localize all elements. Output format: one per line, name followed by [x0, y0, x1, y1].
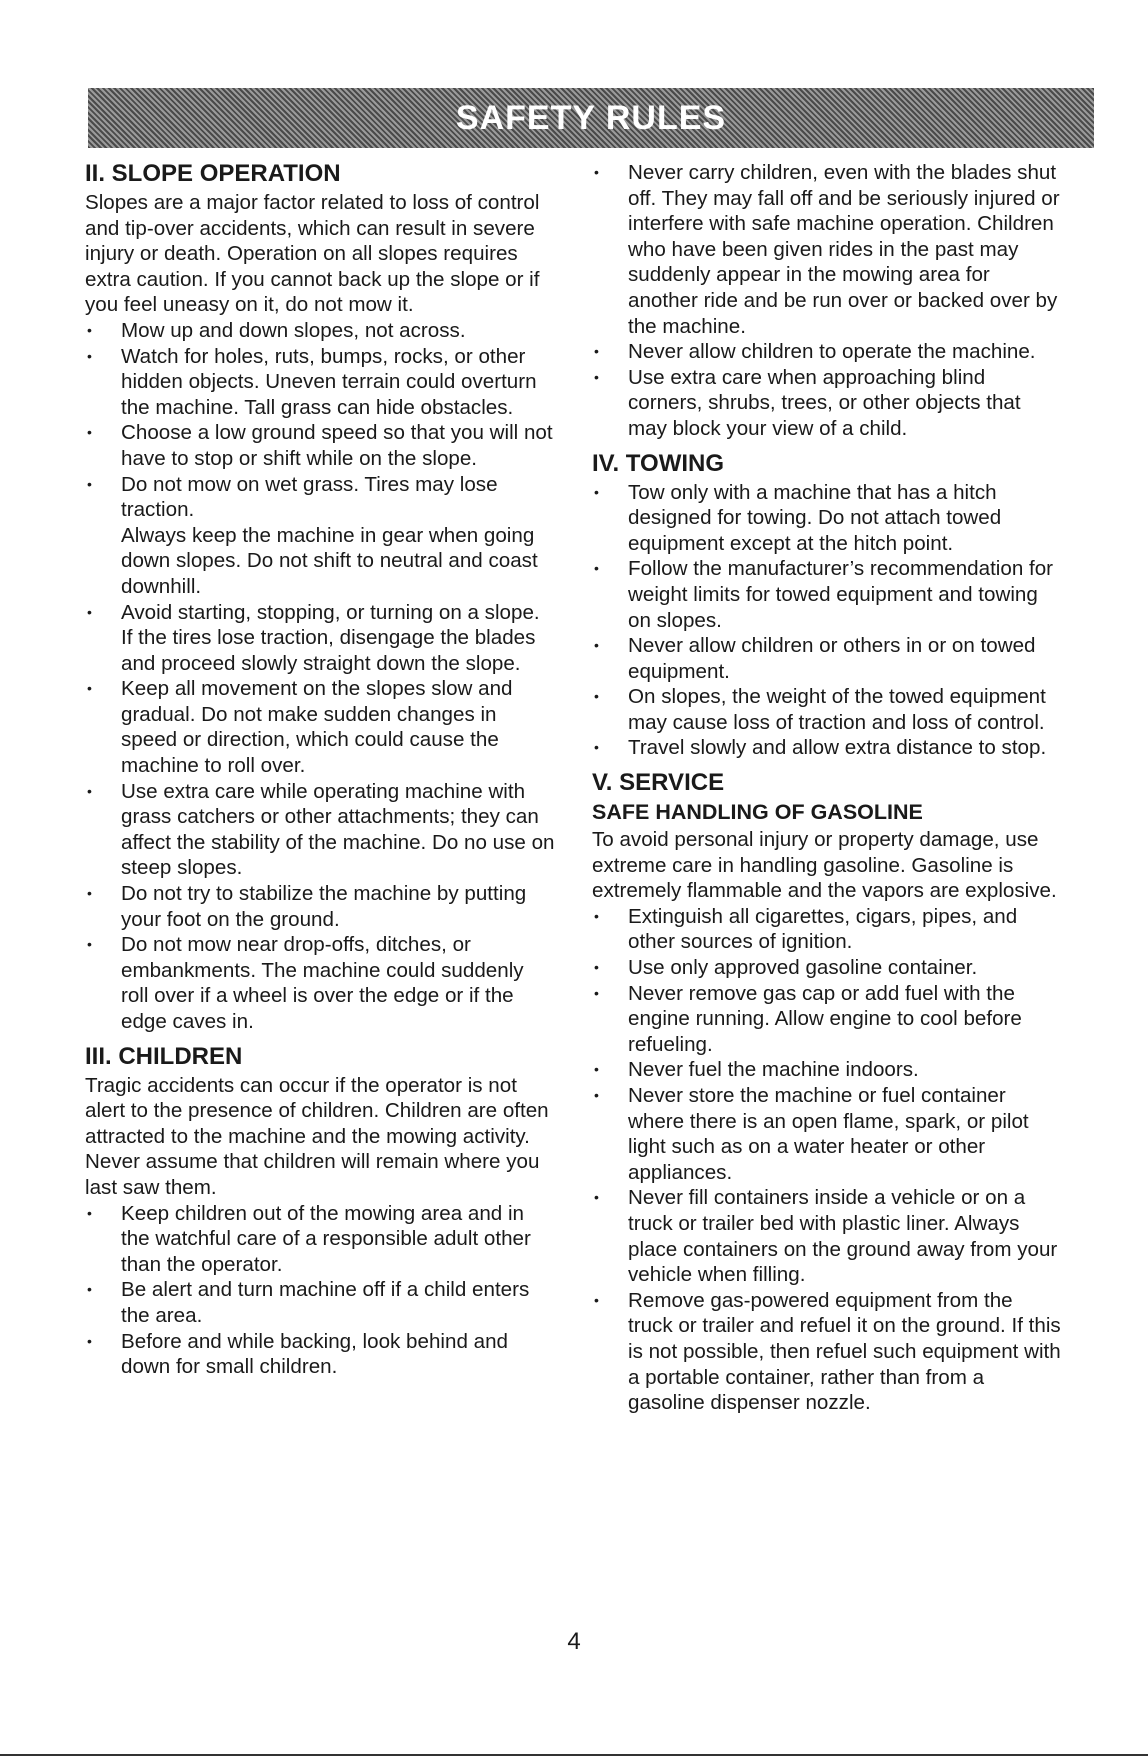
children-rules-list-left	[85, 1201, 555, 1380]
list-item: • Never allow children or others in or on towed equipment.	[592, 633, 1062, 684]
list-item: • Travel slowly and allow extra distance to stop.	[592, 735, 1062, 761]
list-item: • Use only approved gasoline container.	[592, 955, 1062, 981]
children-heading: III. CHILDREN	[85, 1042, 243, 1070]
slope-rules-list	[85, 318, 555, 1035]
list-item: • Mow up and down slopes, not across.	[85, 318, 555, 344]
gasoline-rules-list	[592, 904, 1062, 1416]
children-intro: Tragic accidents can occur if the operator is not alert to the presence of children. Children are often attracted to the machine and the mowing activity. Never assume that children will remain where you last saw them.	[85, 1073, 549, 1199]
list-item: • On slopes, the weight of the towed equipment may cause loss of traction and loss of control.	[592, 684, 1062, 735]
list-item: • Never allow children to operate the machine.	[592, 339, 1062, 365]
left-column	[85, 160, 555, 1380]
list-item: • Follow the manufacturer’s recommendation for weight limits for towed equipment and towing on slopes.	[592, 556, 1062, 633]
gasoline-subheading: SAFE HANDLING OF GASOLINE	[592, 800, 923, 825]
children-rules-list-right	[592, 160, 1062, 442]
list-item: • Never fuel the machine indoors.	[592, 1057, 1062, 1083]
list-item: • Never store the machine or fuel container where there is an open flame, spark, or pilot light such as on a water heater or other appliances.	[592, 1083, 1062, 1185]
slope-intro: Slopes are a major factor related to loss of control and tip-over accidents, which can result in severe injury or death. Operation on all slopes requires extra caution. If you cannot back up the slope or if you feel uneasy on it, do not mow it.	[85, 191, 540, 317]
list-item: • Never remove gas cap or add fuel with the engine running. Allow engine to cool before refueling.	[592, 981, 1062, 1058]
banner-title: SAFETY RULES	[455, 98, 727, 137]
list-item: • Be alert and turn machine off if a child enters the area.	[85, 1277, 555, 1328]
list-item: • Choose a low ground speed so that you will not have to stop or shift while on the slope.	[85, 420, 555, 471]
list-item: • Use extra care when approaching blind corners, shrubs, trees, or other objects that may block your view of a child.	[592, 365, 1062, 442]
service-intro: To avoid personal injury or property damage, use extreme care in handling gasoline. Gasoline is extremely flammable and the vapors are explosive.	[592, 828, 1057, 903]
service-heading: V. SERVICE	[592, 769, 725, 797]
list-item: • Tow only with a machine that has a hitch designed for towing. Do not attach towed equipment except at the hitch point.	[592, 480, 1062, 557]
list-item: • Do not mow near drop-offs, ditches, or embankments. The machine could suddenly roll over if a wheel is over the edge or if the edge caves in.	[85, 932, 555, 1034]
bottom-rule	[0, 1754, 1148, 1756]
list-item: • Keep children out of the mowing area and in the watchful care of a responsible adult other than the operator.	[85, 1201, 555, 1278]
list-item: • Do not mow on wet grass. Tires may lose traction.	[85, 472, 555, 523]
service-section	[592, 769, 1062, 1416]
children-section	[85, 1043, 555, 1380]
towing-heading: IV. TOWING	[592, 449, 725, 477]
list-item: • Watch for holes, ruts, bumps, rocks, or other hidden objects. Uneven terrain could overturn the machine. Tall grass can hide obstacles.	[85, 344, 555, 421]
slope-operation-heading: II. SLOPE OPERATION	[85, 160, 341, 187]
slope-operation-section	[85, 160, 555, 1035]
towing-rules-list	[592, 480, 1062, 762]
list-item: • Remove gas-powered equipment from the truck or trailer and refuel it on the ground. If this is not possible, then refuel such equipment with a portable container, rather than from a gasoline dispenser nozzle.	[592, 1288, 1062, 1416]
list-item: • Avoid starting, stopping, or turning on a slope. If the tires lose traction, disengage the blades and proceed slowly straight down the slope.	[85, 600, 555, 677]
list-item: • Never carry children, even with the blades shut off. They may fall off and be seriously injured or interfere with safe machine operation. Children who have been given rides in the past may suddenly appear in the mowing area for another ride and be run over or backed over by the machine.	[592, 160, 1062, 339]
list-item: • Never fill containers inside a vehicle or on a truck or trailer bed with plastic liner. Always place containers on the ground away from your vehicle when filling.	[592, 1185, 1062, 1287]
list-item: • Keep all movement on the slopes slow and gradual. Do not make sudden changes in speed or direction, which could cause the machine to roll over.	[85, 676, 555, 778]
list-item: • Do not try to stabilize the machine by putting your foot on the ground.	[85, 881, 555, 932]
safety-rules-banner	[88, 88, 1094, 148]
list-item-continuation: Always keep the machine in gear when going down slopes. Do not shift to neutral and coast downhill.	[121, 523, 538, 598]
list-item: • Use extra care while operating machine with grass catchers or other attachments; they can affect the stability of the machine. Do no use on steep slopes.	[85, 779, 555, 881]
list-item: • Extinguish all cigarettes, cigars, pipes, and other sources of ignition.	[592, 904, 1062, 955]
list-item: • Before and while backing, look behind and down for small children.	[85, 1329, 555, 1380]
right-column	[592, 160, 1062, 1416]
page-number: 4	[567, 1628, 581, 1655]
towing-section	[592, 450, 1062, 762]
